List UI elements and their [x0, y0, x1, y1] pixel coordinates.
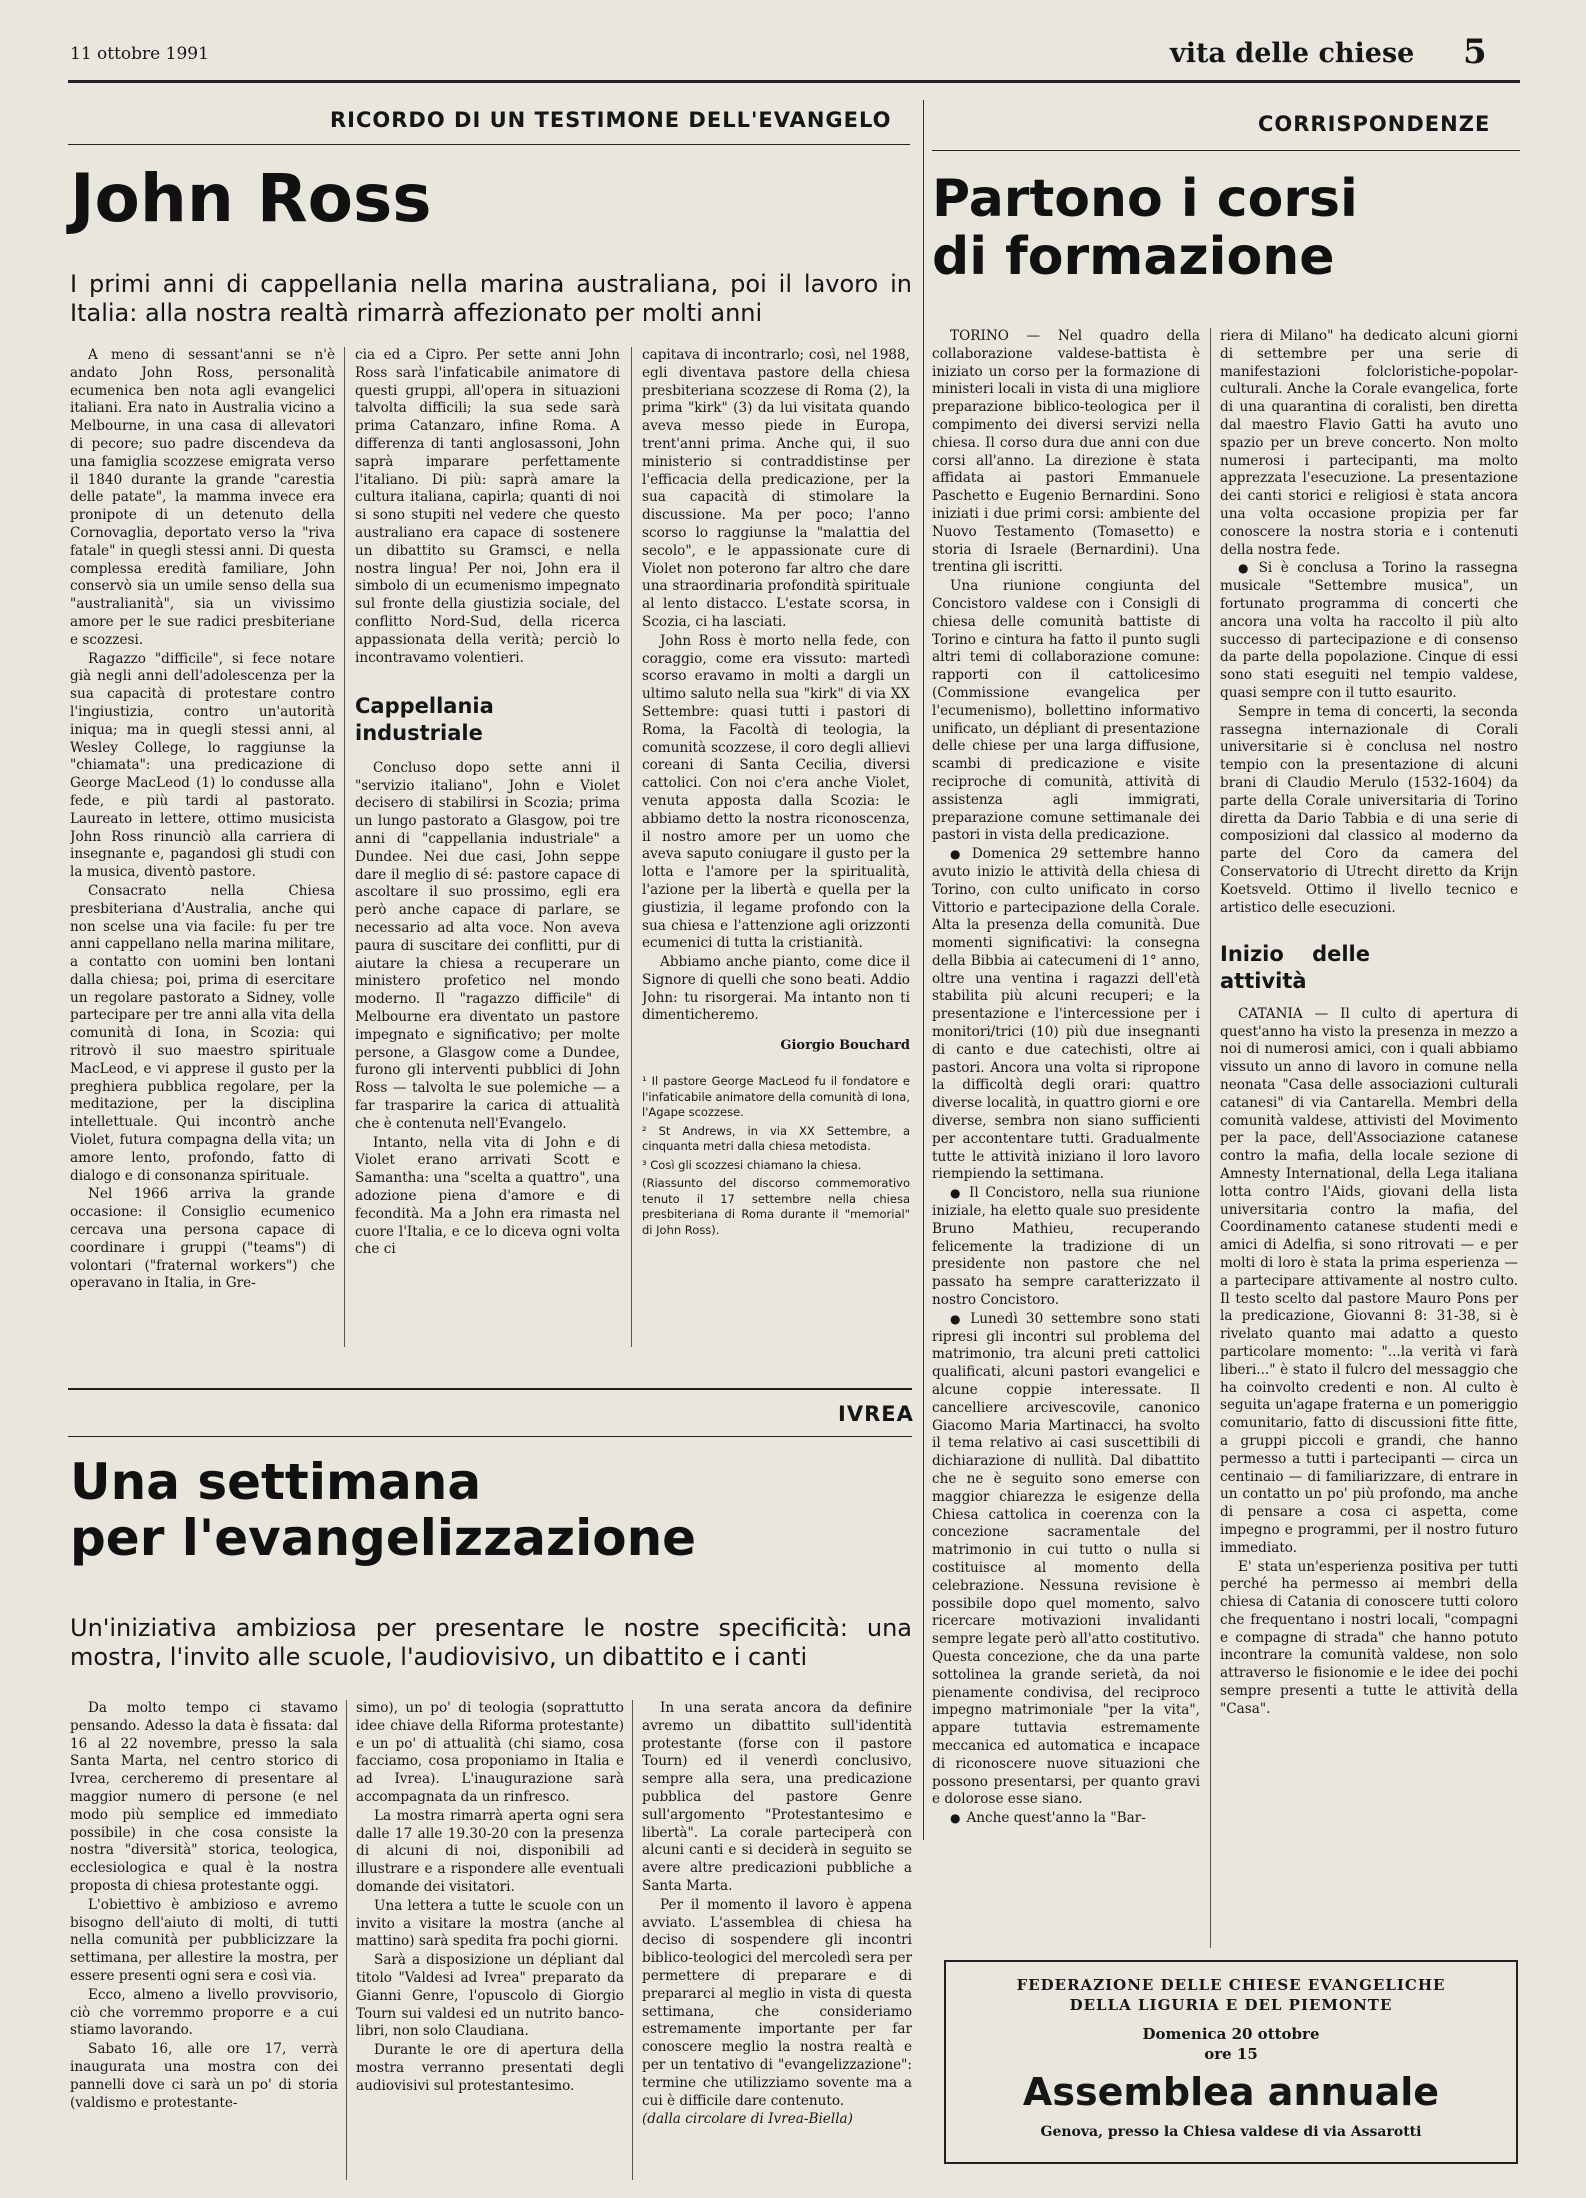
column-divider — [1210, 328, 1211, 1948]
ross-paragraph: Abbiamo anche pianto, come dice il Signore di quelli che sono beati. Addio John: tu risorgerai. Ma intanto non ti dimenticheremo. — [642, 954, 910, 1024]
corsi-paragraph: riera di Milano" ha dedicato alcuni giorni di settembre per una serie di manifestazioni folcloristiche-popolar-culturali. Anche la Corale evangelica, forte di una quarantina di coralisti, ben diretta dal maestro Flavio Gatti ha avuto uno spazio per un breve concerto. Non molto numerosi i partecipanti, ma molto apprezzata l'esecuzione. La presentazione dei canti storici e religiosi è stata ancora una volta occasione propizia per far conoscere la nostra storia e i contenuti della nostra fede. — [1220, 328, 1518, 558]
ivrea-paragraph: In una serata ancora da definire avremo un dibattito sull'identità protestante (forse con il pastore Tourn) ed il venerdì conclusivo, sempre alla sera, una predicazione pubblica del pastore Genre sull'argomento "Protestantesimo e libertà". La corale parteciperà con alcuni canti e si deciderà in seguito se avere altre predicazioni pubbliche a Santa Marta. — [642, 1700, 912, 1894]
ivrea-paragraph: Ecco, almeno a livello provvisorio, ciò che vorremmo proporre e a cui stiamo lavorando. — [70, 1986, 338, 2039]
section-divider — [923, 100, 924, 1840]
corsi-title-line2: di formazione — [932, 227, 1335, 288]
ivrea-kicker-rule — [68, 1436, 912, 1437]
ivrea-paragraph: Durante le ore di apertura della mostra verranno presentati degli audiovisivi sul protestantesimo. — [356, 2042, 624, 2094]
ross-paragraph: John Ross è morto nella fede, con coraggio, come era vissuto: martedì scorso eravamo in molti a dargli un ultimo saluto nella sua "kirk" di via XX Settembre: quasi tutti i pastori di Roma, la Facoltà di teologia, la comunità scozzese, il coro degli allievi coreani di Santa Cecilia, diversi cattolici. Con noi c'era anche Violet, venuta apposta dalla Scozia: le abbiamo detto la nostra riconoscenza, il nostro amore per un uomo che aveva saputo coniugare il gusto per la lotta e l'amore per la spiritualità, l'azione per la libertà e quella per la giustizia, il legame profondo con la sua chiesa e l'attenzione agli orizzonti ecumenici di tutta la cristianità. — [642, 632, 910, 952]
ivrea-paragraph: simo), un po' di teologia (soprattutto idee chiave della Riforma protestante) e un po' di attualità (chi siamo, cosa facciamo, cosa proponiamo in Italia e ad Ivrea). L'inaugurazione sarà accompagnata da un rinfresco. — [356, 1700, 624, 1805]
ross-paragraph: Intanto, nella vita di John e di Violet erano arrivati Scott e Samantha: una "scelta a quattro", una adozione piena d'amore e di fecondità. Ma a John era rimasta nel cuore l'Italia, e ce lo diceva ogni volta che ci — [355, 1134, 620, 1258]
issue-date: 11 ottobre 1991 — [70, 44, 209, 64]
corsi-paragraph: ● Anche quest'anno la "Bar- — [932, 1810, 1200, 1828]
ivrea-paragraph: L'obiettivo è ambizioso e avremo bisogno dell'aiuto di molti, di tutti nella comunità per pubblicizzare la settimana, per allestire la mostra, per essere presenti ogni sera e così via. — [70, 1896, 338, 1984]
corsi-subhead: Inizio delle attività — [1220, 942, 1370, 993]
column-divider — [346, 1700, 347, 2180]
ivrea-title — [70, 1454, 696, 1566]
ross-subhead: Cappellania industriale — [355, 694, 494, 745]
column-divider — [344, 347, 345, 1347]
ross-kicker: RICORDO DI UN TESTIMONE DELL'EVANGELO — [330, 108, 892, 132]
ivrea-paragraph: Per il momento il lavoro è appena avviato. L'assemblea di chiesa ha deciso di sospendere gli incontri biblico-teologici del mercoledì sera per permettere di preparare e di prepararci al meglio in vista di questa settimana, che consideriamo estremamente importante per far conoscere meglio la nostra realtà e per un tentativo di "evangelizzazione": termine che utilizziamo sovente ma a cui è difficile dare contenuto. — [642, 1896, 912, 2109]
corsi-paragraph: Una riunione congiunta del Concistoro valdese con i Consigli di chiesa delle comunità battiste di Torino e cintura ha fatto il punto sugli altri temi di collaborazione comune: rapporti con il cattolicesimo (Commissione evangelica per l'ecumenismo), bollettino informativo unificato, un dépliant di presentazione delle chiese per una larga diffusione, scambi di predicazione e visite reciproche di comunità, attività di assistenza agli immigrati, preparazione comune settimanale dei pastori in vista della predicazione. — [932, 578, 1200, 844]
ivrea-paragraph: Sabato 16, alle ore 17, verrà inaugurata una mostra con dei pannelli dove ci sarà un po' di storia (valdismo e protestante- — [70, 2041, 338, 2111]
corsi-paragraph: ● Si è conclusa a Torino la rassegna musicale "Settembre musica", un fortunato programma di concerti che ancora una volta ha raccolto il più alto successo di partecipazione e di consenso da parte della popolazione. Cinque di essi sono stati eseguiti nel tempio valdese, quasi sempre con il tutto esaurito. — [1220, 560, 1518, 702]
assemblea-day: Domenica 20 ottobre — [1142, 2025, 1320, 2043]
ross-paragraph: Consacrato nella Chiesa presbiteriana d'Australia, anche qui non scelse una via facile: fu per tre anni cappellano nella marina militare, a contatto con uomini ben lontani dalla chiesa; poi, prima di esercitare un regolare pastorato a Sidney, volle partecipare per tre anni alla vita della comunità di Iona, in Scozia: qui ritrovò il suo maestro spirituale MacLeod, e vi apprese il gusto per la preghiera pubblica regolare, per la meditazione, per la disciplina intellettuale. Qui incontrò anche Violet, futura compagna della vita; un amore lento, profondo, fatto di dialogo e di consonanza spirituale. — [70, 882, 335, 1184]
assemblea-time: ore 15 — [1204, 2044, 1258, 2063]
masthead-rule — [68, 80, 1520, 83]
ross-paragraph: Concluso dopo sette anni il "servizio italiano", John e Violet decisero di stabilirsi in Scozia; prima un lungo pastorato a Glasgow, poi tre anni di "cappellania industriale" a Dundee. Nei due casi, John seppe dare il meglio di sé: pastore capace di ascoltare il suo prossimo, egli era però anche capace di parlare, se necessario ad alta voce. Non aveva paura di suscitare dei conflitti, pur di aiutare la chiesa a recuperare un ministero profetico nel mondo moderno. Il "ragazzo difficile" di Melbourne era diventato un pastore impegnato e significativo; per molte persone, a Glasgow come a Dundee, furono gli interventi pubblici di John Ross — talvolta le sue polemiche — a far trasparire la carica di attualità che è contenuta nell'Evangelo. — [355, 759, 620, 1132]
corsi-paragraph: CATANIA — Il culto di apertura di quest'anno ha visto la presenza in mezzo a noi di numerosi amici, con i quali abbiamo vissuto un anno di lavoro in comune nella neonata "Casa delle associazioni culturali catanesi" di via Cantarella. Membri della comunità valdese, attivisti del Movimento per la pace, dell'Associazione catanese contro la mafia, della locale sezione di Amnesty International, della Lega italiana lotta contro l'Aids, giovani della lista universitaria contro la mafia, del Coordinamento catanese studenti medi e amici di Adelfia, si sono ritrovati — e per molti di loro è stata la prima esperienza — a partecipare attivamente al nostro culto. Il testo scelto dal pastore Mauro Pons per la predicazione, Giovanni 8: 31-38, si è rivelato quanto mai adatto a questo particolare momento: "...la verità vi farà liberi..." è stato il fulcro del messaggio che ha coinvolto credenti e non. Al culto è seguita un'agape fraterna e un pomeriggio comunitario, fatto di discussioni fitte fitte, a gruppi piccoli e grandi, che hanno permesso a tutti i partecipanti — circa un centinaio — di familiarizzare, di entrare in un contatto un po' più profondo, ma anche di pensare a cosa ci aspetta, come impegno e programmi, per il nostro futuro immediato. — [1220, 1005, 1518, 1556]
corsi-paragraph: E' stata un'esperienza positiva per tutti perché ha permesso ai membri della chiesa di Catania di conoscere tutti coloro che frequentano i nostri locali, "compagni e compagne di strada" che hanno potuto incontrare la comunità valdese, non solo attraverso le fisionomie e le idee dei pochi sempre presenti a tutte le attività della "Casa". — [1220, 1558, 1518, 1717]
corsi-paragraph: ● Il Concistoro, nella sua riunione iniziale, ha eletto quale suo presidente Bruno Mathieu, recuperando felicemente la tradizione di un presidente non pastore che nel passato ha sempre caratterizzato il nostro Concistoro. — [932, 1185, 1200, 1310]
federation-name-line1: FEDERAZIONE DELLE CHIESE EVANGELICHE — [1016, 1976, 1446, 1994]
footnote: (Riassunto del discorso commemorativo tenuto il 17 settembre nella chiesa presbiteriana di Roma durante il "memorial" di John Ross). — [642, 1176, 910, 1237]
newspaper-title: vita delle chiese — [1170, 38, 1415, 69]
assemblea-announcement-box — [944, 1960, 1518, 2164]
corsi-column-2 — [1220, 328, 1518, 1948]
ivrea-column-2 — [356, 1700, 624, 2180]
ivrea-column-1 — [70, 1700, 338, 2180]
ivrea-paragraph: Sarà a disposizione un dépliant dal titolo "Valdesi ad Ivrea" preparato da Gianni Genre, l'opuscolo di Giorgio Tourn sui valdesi ed un nutrito banco-libri, non solo Claudiana. — [356, 1952, 624, 2040]
ivrea-title-line1: Una settimana — [70, 1453, 482, 1511]
corsi-title — [932, 170, 1358, 286]
page-number: 5 — [1463, 32, 1487, 72]
corsi-column-1 — [932, 328, 1200, 1948]
corsi-paragraph: TORINO — Nel quadro della collaborazione valdese-battista è iniziato un corso per la formazione di ministeri locali in vista di una migliore preparazione biblico-teologica per il compimento dei diversi servizi nella chiesa. Il corso dura due anni con due corsi all'anno. La direzione è stata affidata ai pastori Emmanuele Paschetto e Eugenio Bernardini. Sono iniziati i due primi corsi: ambiente del Nuovo Testamento (Tomasetto) e storia di Israele (Bernardini). Una trentina gli iscritti. — [932, 328, 1200, 576]
ross-signature: Giorgio Bouchard — [780, 1038, 910, 1054]
ivrea-standfirst: Un'iniziativa ambiziosa per presentare le nostre specificità: una mostra, l'invito alle scuole, l'audiovisivo, un dibattito e i canti — [70, 1614, 912, 1672]
federation-name — [946, 1976, 1516, 2015]
corsi-paragraph: Sempre in tema di concerti, la seconda rassegna internazionale di Corali universitarie si è conclusa nel nostro tempio con la presentazione di alcuni brani di Claudio Merulo (1532-1604) da parte della Corale universitaria di Torino diretta da Dario Tabbia e di una serie di composizioni dal classico al moderno da parte del Coro da camera del Conservatorio di Utrecht diretto da Krijn Koetsveld. Ottimo il livello tecnico e artistico delle esecuzioni. — [1220, 703, 1518, 916]
ross-kicker-rule — [68, 144, 910, 145]
corsi-title-line1: Partono i corsi — [932, 169, 1358, 229]
ross-paragraph: Ragazzo "difficile", si fece notare già negli anni dell'adolescenza per la sua capacità di protestare contro l'ingiustizia, contro un'autorità iniqua; ma in quegli stessi anni, al Wesley College, lo raggiunse la "chiamata": una predicazione di George MacLeod (1) lo condusse alla fede, e più tardi al pastorato. Laureato in lettere, ottimo musicista John Ross rinunciò alla carriera di insegnante e, pagandosi gli studi con la musica, diventò pastore. — [70, 650, 335, 881]
ivrea-title-line2: per l'evangelizzazione — [70, 1509, 697, 1567]
assemblea-place: Genova, presso la Chiesa valdese di via Assarotti — [1040, 2124, 1422, 2140]
assemblea-date — [946, 2025, 1516, 2064]
ross-paragraph: capitava di incontrarlo; così, nel 1988, egli diventava pastore della chiesa presbiteriana scozzese di Roma (2), la prima "kirk" (3) da lui visitata quando aveva messo piede in Europa, trent'anni prima. Anche qui, il suo ministerio si contraddistinse per l'efficacia della predicazione, per la sua capacità di stimolare la discussione. Ma per poco; l'anno scorso lo raggiunse la "malattia del secolo", e le appassionate cure di Violet non poterono far altro che dare una straordinaria profondità spirituale al lento distacco. L'estate scorsa, in Scozia, ci ha lasciati. — [642, 347, 910, 630]
federation-name-line2: DELLA LIGURIA E DEL PIEMONTE — [1069, 1995, 1393, 2014]
footnote: ³ Così gli scozzesi chiamano la chiesa. — [642, 1157, 862, 1172]
footnote: ¹ Il pastore George MacLeod fu il fondatore e l'infaticabile animatore della comunità di Iona, l'Agape scozzese. — [642, 1074, 910, 1120]
ross-title: John Ross — [70, 160, 432, 237]
ivrea-kicker: IVREA — [838, 1402, 914, 1426]
ivrea-paragraph: Da molto tempo ci stavamo pensando. Adesso la data è fissata: dal 16 al 22 novembre, presso la sala Santa Marta, nel centro storico di Ivrea, cercheremo di presentare al maggior numero di persone (e nel modo più semplice ed immediato possibile) in che cosa consiste la nostra "diversità" storica, teologica, ecclesiologica e qual è la nostra proposta di chiesa protestante oggi. — [70, 1700, 338, 1894]
ivrea-column-3 — [642, 1700, 912, 2180]
footnote: ² St Andrews, in via XX Settembre, a cinquanta metri dalla chiesa metodista. — [642, 1123, 910, 1154]
ivrea-source: (dalla circolare di Ivrea-Biella) — [642, 2111, 853, 2128]
ross-paragraph: A meno di sessant'anni se n'è andato John Ross, personalità ecumenica ben nota agli evangelici italiani. Era nato in Australia vicino a Melbourne, in una casa di allevatori di pecore; suo padre discendeva da una famiglia scozzese emigrata verso il 1840 durante la grande "carestia delle patate", la mamma invece era pronipote di un detenuto della Cornovaglia, deportato verso la "riva fatale" in quegli stessi anni. Di questa complessa eredità familiare, John conservò sia un umile senso della sua "australianità", sia un vivissimo amore per le sue radici presbiteriane e scozzesi. — [70, 347, 335, 648]
corsi-paragraph: ● Domenica 29 settembre hanno avuto inizio le attività della chiesa di Torino, con culto unificato in corso Vittorio e partecipazione della Corale. Alta la presenza della comunità. Due momenti significativi: la consegna della Bibbia ai catecumeni di 1° anno, oltre una ventina i ragazzi dell'età stabilita più alcuni recuperi; e la presentazione e l'intercessione per i monitori/trici (10) più due insegnanti di canto e due catechisti, oltre ai pastori. Ancora una volta si ripropone la difficoltà degli orari: quattro diverse località, in quattro giorni e ore diverse, sembra non siano sufficienti per accontentare tutti. Gradualmente tutte le attività iniziano il loro lavoro riempiendo la settimana. — [932, 846, 1200, 1184]
ross-column-1 — [70, 347, 335, 1347]
column-divider — [632, 1700, 633, 2180]
ivrea-top-rule — [68, 1388, 912, 1390]
ross-column-2 — [355, 347, 620, 1347]
ross-standfirst: I primi anni di cappellania nella marina australiana, poi il lavoro in Italia: alla nostra realtà rimarrà affezionato per molti anni — [70, 270, 912, 328]
ross-footnotes — [642, 1074, 910, 1238]
corsi-kicker-rule — [932, 150, 1520, 151]
column-divider — [631, 347, 632, 1347]
corsi-paragraph: ● Lunedì 30 settembre sono stati ripresi gli incontri sul problema del matrimonio, tra alcuni preti cattolici qualificati, alcuni pastori evangelici e alcune coppie interessate. Il cancelliere arcivescovile, canonico Giacomo Maria Martinacci, ha svolto il tema relativo ai casi suscettibili di dichiarazione di nullità. Dal dibattito che ne è seguito sono emerse con maggior chiarezza le esigenze della Chiesa cattolica in coerenza con la concezione sacramentale del matrimonio in cui tutto o nulla si costituisce al momento della celebrazione. Nessuna revisione è possibile dopo quel momento, salvo ricercare motivazioni invalidanti sempre legate però all'atto costitutivo. Questa concezione, che da una parte sottolinea la grande serietà, da noi pienamente condivisa, del reciproco impegno matrimoniale "per la vita", appare tuttavia estremamente meccanica ed automatica e incapace di riconoscere nuove situazioni che possono presentarsi, per quanto gravi e dolorose esse siano. — [932, 1311, 1200, 1809]
assemblea-title: Assemblea annuale — [1022, 2070, 1440, 2114]
ivrea-paragraph: La mostra rimarrà aperta ogni sera dalle 17 alle 19.30-20 con la presenza di alcuni di noi, disponibili ad illustrare e a rispondere alle eventuali domande dei visitatori. — [356, 1807, 624, 1895]
ross-paragraph: cia ed a Cipro. Per sette anni John Ross sarà l'infaticabile animatore di questi gruppi, all'opera in situazioni talvolta difficili; la sua sede sarà prima Catanzaro, infine Roma. A differenza di tanti anglosassoni, John saprà imparare perfettamente l'italiano. Di più: saprà amare la cultura italiana, capirla; quanti di noi si sono stupiti nel vedere che questo australiano era capace di sostenere un dibattito su Gramsci, e nella nostra lingua! Per noi, John era il simbolo di un ecumenismo impegnato sul fronte della giustizia sociale, del conflitto Nord-Sud, della ricerca appassionata della verità; perciò lo incontravamo volentieri. — [355, 347, 620, 666]
ross-column-3 — [642, 347, 910, 1347]
ross-paragraph: Nel 1966 arriva la grande occasione: il Consiglio ecumenico cercava una persona capace di coordinare i gruppi ("teams") di volontari ("fraternal workers") che operavano in Italia, in Gre- — [70, 1186, 335, 1292]
corsi-kicker: CORRISPONDENZE — [1258, 112, 1491, 136]
ivrea-paragraph: Una lettera a tutte le scuole con un invito a visitare la mostra (anche al mattino) sarà spedita fra pochi giorni. — [356, 1897, 624, 1950]
